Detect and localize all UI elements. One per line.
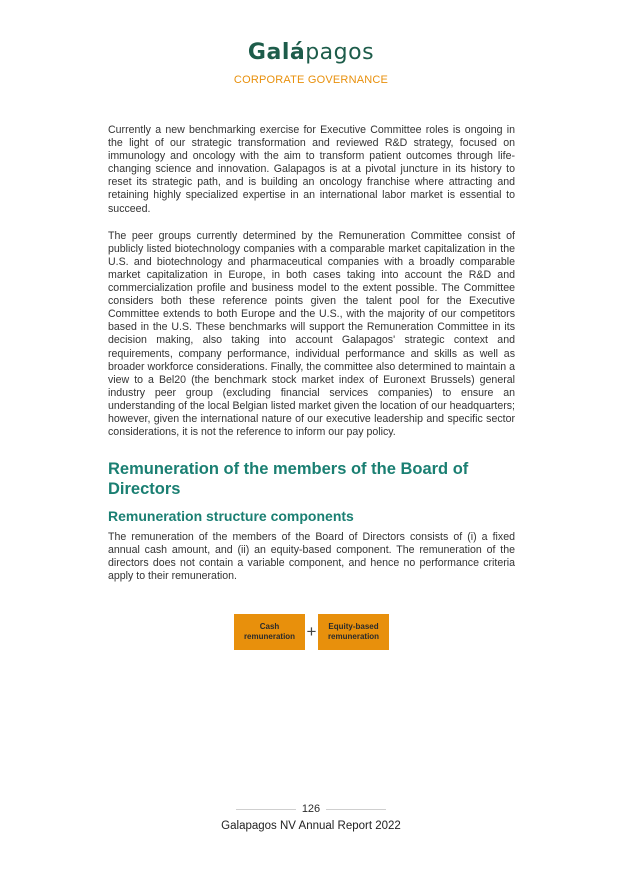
footer-rule-right bbox=[326, 809, 386, 810]
logo-bold-part: Galá bbox=[247, 40, 306, 65]
report-title: Galapagos NV Annual Report 2022 bbox=[221, 820, 401, 832]
logo-light-part: pagos bbox=[305, 40, 375, 65]
page-header bbox=[0, 40, 622, 86]
remuneration-components-diagram bbox=[234, 614, 390, 650]
paragraph-peer-groups: The peer groups currently determined by the Remuneration Committee consist of publicly listed biotechnology companies with a comparable market capitalization in the U.S. and biotechnology and pharmaceutical companies with a broadly comparable market capitalization in Europe, in both cases taking into account the R&D and commercialization profile and business model to the extent possible. The Committee considers both these reference points given the talent pool for the Executive Committee extends to both Europe and the U.S., with the majority of our competitors based in the U.S. These benchmarks will support the Remuneration Committee in its decision making, also taking into account Galapagos' strategic context and requirements, company performance, individual performance and skills as well as broader workforce considerations. Finally, the committee also determined to maintain a view to a Bel20 (the benchmark stock market index of Euronext Brussels) general industry peer group (excluding financial services companies) to ensure an understanding of the local Belgian listed market given the location of our headquarters; however, given the international nature of our executive leadership and specific sector considerations, it is not the reference to inform our pay policy. bbox=[108, 229, 515, 439]
heading-structure-components: Remuneration structure components bbox=[108, 508, 354, 525]
galapagos-logo bbox=[0, 40, 622, 66]
paragraph-benchmarking: Currently a new benchmarking exercise for Executive Committee roles is ongoing in the light of our strategic transformation and reviewed R&D strategy, focused on immunology and oncology with the aim to transform patient outcomes through life-changing science and innovation. Galapagos is at a pivotal juncture in its history to reset its strategic path, and is building an oncology franchise where attracting and retaining highly specialized expertise in an international labor market is essential to succeed. bbox=[108, 124, 515, 215]
heading-board-remuneration: Remuneration of the members of the Board of Directors bbox=[108, 460, 469, 499]
plus-sign: + bbox=[306, 622, 317, 641]
page-number-row bbox=[0, 803, 622, 815]
page-number: 126 bbox=[301, 803, 321, 815]
page-footer bbox=[0, 803, 622, 832]
cash-remuneration-box: Cash remuneration bbox=[234, 614, 305, 650]
paragraph-structure: The remuneration of the members of the Board of Directors consists of (i) a fixed annual cash amount, and (ii) an equity-based component. The remuneration of the directors does not contain a variable component, and hence no performance criteria apply to their remuneration. bbox=[108, 531, 515, 583]
equity-remuneration-box: Equity-based remuneration bbox=[318, 614, 389, 650]
section-label: CORPORATE GOVERNANCE bbox=[233, 74, 389, 86]
main-content bbox=[108, 124, 515, 598]
footer-rule-left bbox=[236, 809, 296, 810]
